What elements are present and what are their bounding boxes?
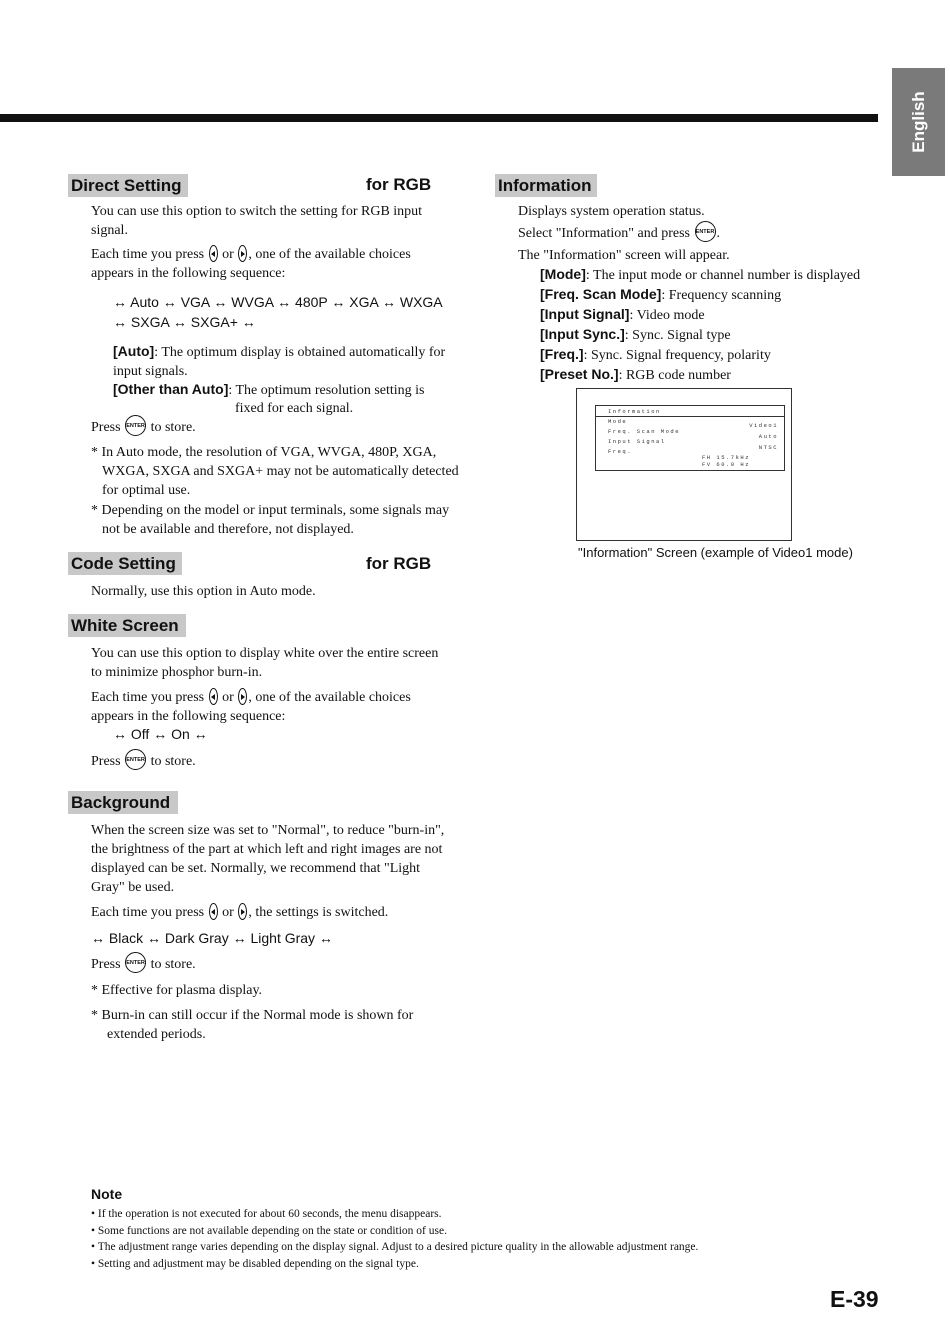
- background-intro: When the screen size was set to "Normal", to reduce "burn-in", the brightness of the part at which left and right images are not displayed can be set. Normally, we recommend that "Light Gray" be used.: [91, 823, 445, 895]
- background-note-2: * Burn-in can still occur if the Normal mode is shown for extended periods.: [91, 1008, 414, 1042]
- enter-button-icon: ENTER: [695, 221, 716, 242]
- direct-setting-sequence-1: ↔ Auto ↔ VGA ↔ WVGA ↔ 480P ↔ XGA ↔ WXGA: [113, 294, 443, 310]
- information-line-1: Displays system operation status.: [518, 204, 705, 219]
- background-sequence: ↔ Black ↔ Dark Gray ↔ Light Gray ↔: [91, 930, 333, 946]
- information-screen-illustration: [576, 388, 792, 541]
- information-item: [Freq. Scan Mode]: Frequency scanning: [540, 286, 782, 303]
- screen-divider: [596, 416, 784, 417]
- direct-setting-sequence-2: ↔ SXGA ↔ SXGA+ ↔: [113, 314, 256, 330]
- right-arrow-key-icon: [238, 688, 247, 705]
- information-item: [Input Sync.]: Sync. Signal type: [540, 326, 731, 343]
- language-tab-label: English: [908, 91, 928, 153]
- direct-setting-intro: You can use this option to switch the setting for RGB input signal.: [91, 204, 423, 238]
- information-screen-panel: Information Mode Video1 Freq. Scan Mode Auto Input Signal NTSC Freq. FH 15.7kHz FV 60.0 Hz: [595, 405, 785, 471]
- left-arrow-key-icon: [209, 688, 218, 705]
- page-number: E-39: [830, 1286, 879, 1312]
- information-item: [Preset No.]: RGB code number: [540, 366, 731, 383]
- auto-description: [Auto]: The optimum display is obtained automatically for input signals.: [113, 343, 446, 379]
- background-heading: Background: [68, 791, 178, 814]
- direct-setting-note-2: * Depending on the model or input terminals, some signals may not be available and therefore, not displayed.: [91, 503, 450, 537]
- white-screen-press-text: Each time you press or , one of the available choices appears in the following sequence:: [91, 688, 451, 726]
- white-screen-sequence: ↔ Off ↔ On ↔: [113, 726, 208, 742]
- information-item: [Mode]: The input mode or channel number is displayed: [540, 266, 861, 283]
- white-screen-intro: You can use this option to display white over the entire screen to minimize phosphor burn-in.: [91, 646, 439, 680]
- information-heading: Information: [495, 174, 597, 197]
- left-arrow-key-icon: [209, 903, 218, 920]
- note-block: [91, 1186, 698, 1272]
- direct-setting-heading: Direct Setting: [68, 174, 188, 197]
- right-arrow-key-icon: [238, 245, 247, 262]
- white-screen-store: Press ENTER to store.: [91, 752, 196, 771]
- background-note-1: * Effective for plasma display.: [91, 983, 263, 998]
- enter-button-icon: ENTER: [125, 415, 146, 436]
- left-arrow-key-icon: [209, 245, 218, 262]
- note-item: • If the operation is not executed for about 60 seconds, the menu disappears.: [91, 1208, 442, 1220]
- other-than-auto-description: [Other than Auto]: The optimum resolution setting is: [113, 381, 425, 398]
- direct-setting-note-1: * In Auto mode, the resolution of VGA, WVGA, 480P, XGA, WXGA, SXGA and SXGA+ may not be automatically detected for optimal use.: [91, 445, 459, 498]
- background-store: Press ENTER to store.: [91, 955, 196, 974]
- enter-button-icon: ENTER: [125, 952, 146, 973]
- information-line-3: The "Information" screen will appear.: [518, 248, 730, 263]
- information-item: [Freq.]: Sync. Signal frequency, polarity: [540, 346, 771, 363]
- code-setting-heading: Code Setting: [68, 552, 182, 575]
- information-line-2: Select "Information" and press ENTER .: [518, 224, 720, 243]
- note-title: Note: [91, 1186, 123, 1202]
- code-setting-for-rgb: for RGB: [366, 554, 432, 573]
- other-than-auto-continued: fixed for each signal.: [235, 401, 354, 416]
- note-item: • Setting and adjustment may be disabled depending on the signal type.: [91, 1257, 419, 1270]
- right-arrow-key-icon: [238, 903, 247, 920]
- header-rule: [0, 114, 878, 122]
- note-item: • The adjustment range varies depending on the display signal. Adjust to a desired picture quality in the allowable adjustment range.: [91, 1241, 699, 1253]
- information-screen-caption: "Information" Screen (example of Video1 mode): [578, 545, 853, 560]
- direct-setting-store: Press ENTER to store.: [91, 418, 196, 437]
- language-tab: [892, 68, 945, 176]
- white-screen-heading: White Screen: [68, 614, 186, 637]
- code-setting-text: Normally, use this option in Auto mode.: [91, 584, 316, 599]
- information-item: [Input Signal]: Video mode: [540, 306, 705, 323]
- direct-setting-for-rgb: for RGB: [366, 175, 432, 194]
- direct-setting-press-text: Each time you press or , one of the available choices appears in the following sequence:: [91, 245, 451, 283]
- note-item: • Some functions are not available depending on the state or condition of use.: [91, 1224, 447, 1237]
- background-press-text: Each time you press or , the settings is switched.: [91, 903, 451, 922]
- information-items: [540, 265, 940, 385]
- enter-button-icon: ENTER: [125, 749, 146, 770]
